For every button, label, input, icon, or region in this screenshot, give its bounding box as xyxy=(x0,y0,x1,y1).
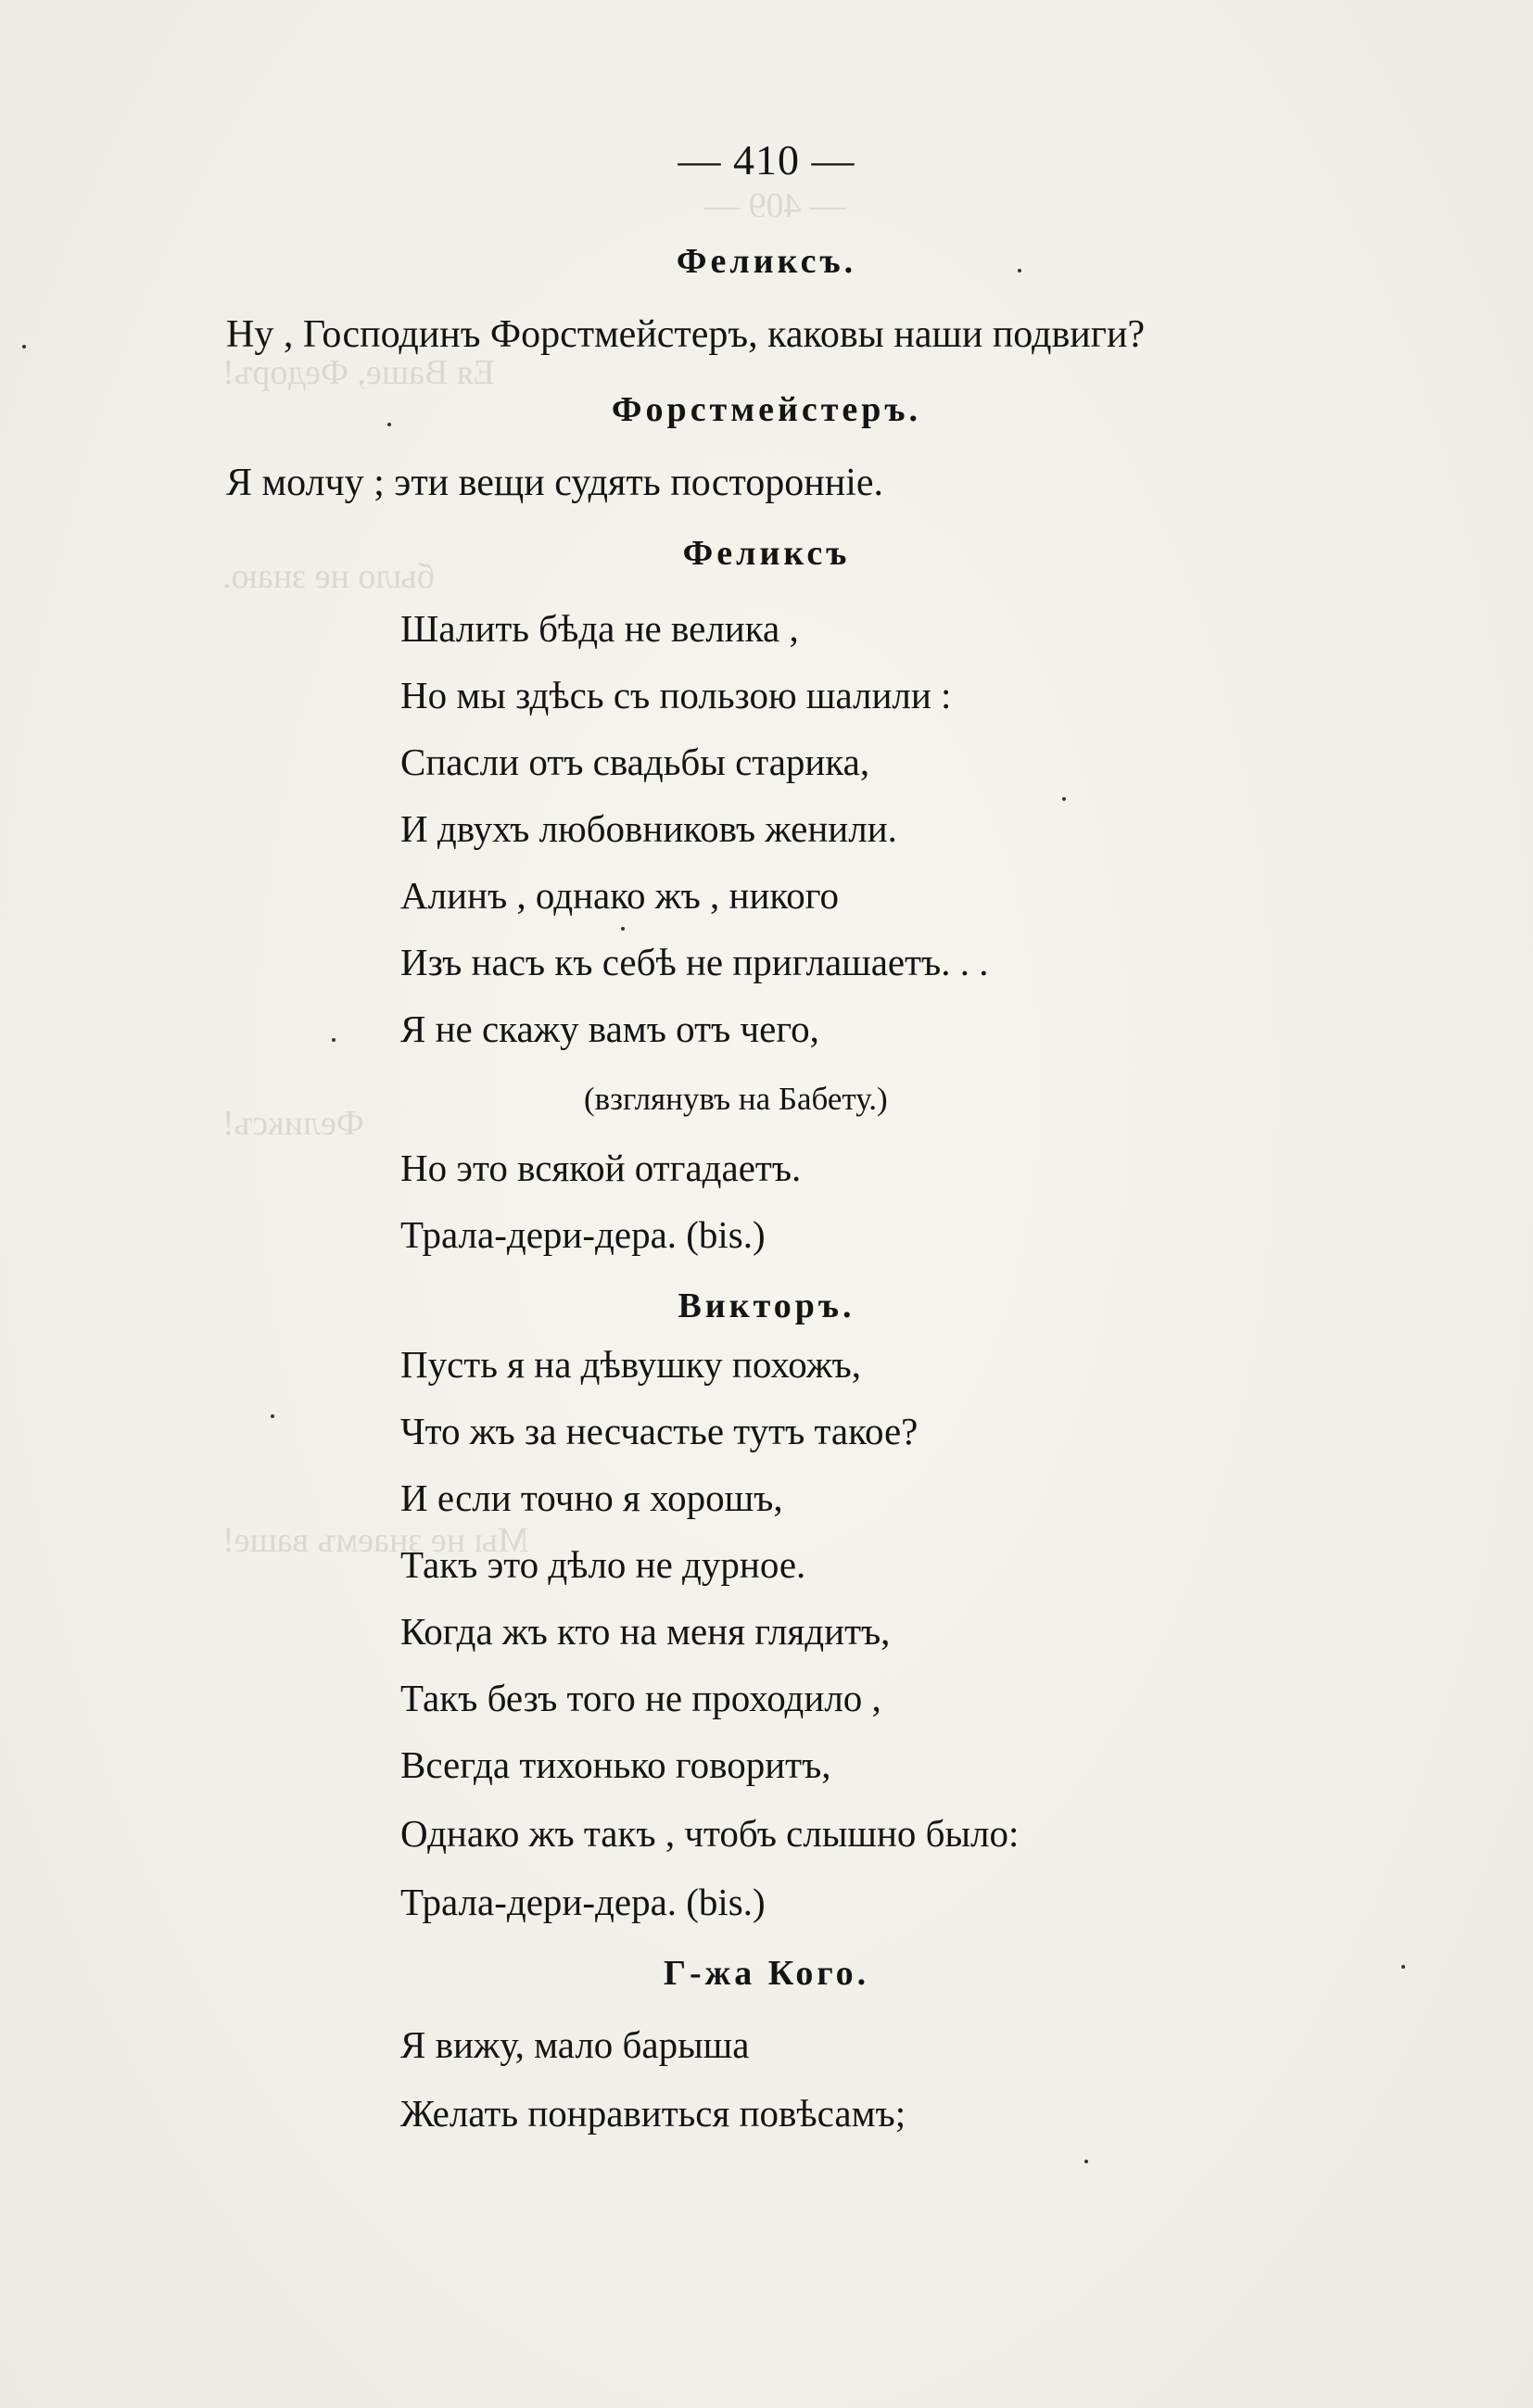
verse-line: Но это всякой отгадаетъ. xyxy=(400,1147,802,1189)
verse-line: И двухъ любовниковъ женили. xyxy=(400,807,897,850)
ink-speck xyxy=(22,345,26,349)
verse-line: Спасли отъ свадьбы старика, xyxy=(400,741,870,783)
verse-line: Но мы здѣсь съ пользою шалили : xyxy=(400,674,952,716)
verse-line: Желать понравиться повѣсамъ; xyxy=(400,2092,906,2135)
ink-speck xyxy=(332,1038,336,1042)
verse-line: Однако жъ такъ , чтобъ слышно было: xyxy=(400,1812,1020,1855)
speaker-victor: Викторъ. xyxy=(678,1286,855,1325)
verse-line: Трала-дери-дера. (bis.) xyxy=(400,1881,766,1923)
bleed-through: — 409 — Ея Ваше, Федоръ! было не знаю. Феликсъ! Мы не знаемъ ваше! xyxy=(222,186,845,1560)
speaker-forstmeister: Форстмейстеръ. xyxy=(611,390,922,429)
verse-line: Пусть я на дѣвушку похожъ, xyxy=(400,1343,861,1386)
verse-line: Я вижу, мало барыша xyxy=(400,2023,750,2066)
ink-speck xyxy=(1062,797,1066,801)
verse-line: И если точно я хорошъ, xyxy=(400,1476,783,1519)
verse-line: Что жъ за несчастье тутъ такое? xyxy=(400,1410,919,1452)
ink-speck xyxy=(621,927,625,931)
speaker-felix-2: Феликсъ xyxy=(682,534,851,573)
verse-line: Ну , Господинъ Форстмейстеръ, каковы наши подвиги? xyxy=(226,313,1146,356)
verse-line: Такъ безъ того не проходило , xyxy=(400,1677,881,1719)
ink-speck xyxy=(1084,2160,1088,2163)
page-number: — 410 — xyxy=(678,136,855,184)
verse-line: Изъ насъ къ себѣ не приглашаетъ. . . xyxy=(400,941,989,983)
ink-speck xyxy=(1018,269,1021,272)
ink-speck xyxy=(387,423,391,426)
verse-line: Шалить бѣда не велика , xyxy=(400,607,799,650)
speaker-felix-1: Феликсъ. xyxy=(676,242,857,281)
verse-line: Всегда тихонько говоритъ, xyxy=(400,1743,831,1786)
verse-line: Алинъ , однако жъ , никого xyxy=(400,874,840,917)
verse-line: Трала-дери-дера. (bis.) xyxy=(400,1213,766,1256)
verse-line: Я не скажу вамъ отъ чего, xyxy=(400,1008,819,1050)
ink-speck xyxy=(1401,1965,1405,1969)
stage-direction: (взглянувъ на Бабету.) xyxy=(584,1081,888,1117)
speaker-madame-kogo: Г-жа Кого. xyxy=(663,1954,870,1993)
ink-speck xyxy=(271,1414,274,1418)
verse-line: Я молчу ; эти вещи судять постороннiе. xyxy=(226,462,884,504)
verse-line: Такъ это дѣло не дурное. xyxy=(400,1543,806,1586)
verse-line: Когда жъ кто на меня глядитъ, xyxy=(400,1610,891,1653)
